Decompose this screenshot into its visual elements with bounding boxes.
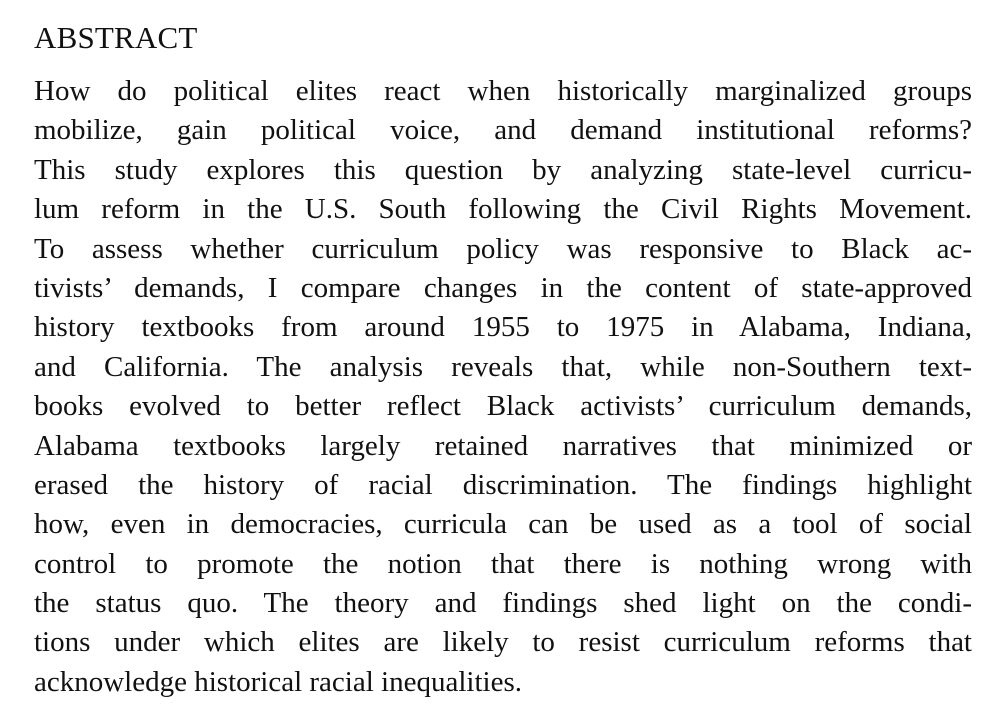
abstract-body (34, 72, 972, 702)
abstract-line: tions under which elites are likely to resist curriculum reforms that (34, 626, 972, 659)
abstract-line: the status quo. The theory and findings shed light on the condi- (34, 587, 972, 620)
abstract-line: To assess whether curriculum policy was responsive to Black ac- (34, 232, 972, 265)
abstract-line: How do political elites react when historically marginalized groups (34, 75, 972, 107)
abstract-line: This study explores this question by analyzing state-level curricu- (34, 153, 972, 186)
abstract-line: lum reform in the U.S. South following the Civil Rights Movement. (34, 193, 972, 226)
abstract-line: tivists’ demands, I compare changes in the content of state-approved (34, 271, 972, 304)
abstract-heading: ABSTRACT (34, 20, 198, 55)
abstract-line: erased the history of racial discrimination. The findings highlight (34, 468, 972, 501)
abstract-line: mobilize, gain political voice, and demand institutional reforms? (34, 114, 972, 147)
abstract-line: Alabama textbooks largely retained narratives that minimized or (34, 429, 972, 462)
abstract-line: how, even in democracies, curricula can be used as a tool of social (34, 508, 972, 541)
abstract-line: control to promote the notion that there is nothing wrong with (34, 547, 972, 580)
abstract-line: and California. The analysis reveals that, while non-Southern text- (34, 350, 972, 383)
abstract-line: books evolved to better reflect Black activists’ curriculum demands, (34, 390, 972, 423)
abstract-section (34, 18, 972, 702)
abstract-line: acknowledge historical racial inequalities. (34, 665, 522, 698)
abstract-line: history textbooks from around 1955 to 1975 in Alabama, Indiana, (34, 311, 972, 344)
